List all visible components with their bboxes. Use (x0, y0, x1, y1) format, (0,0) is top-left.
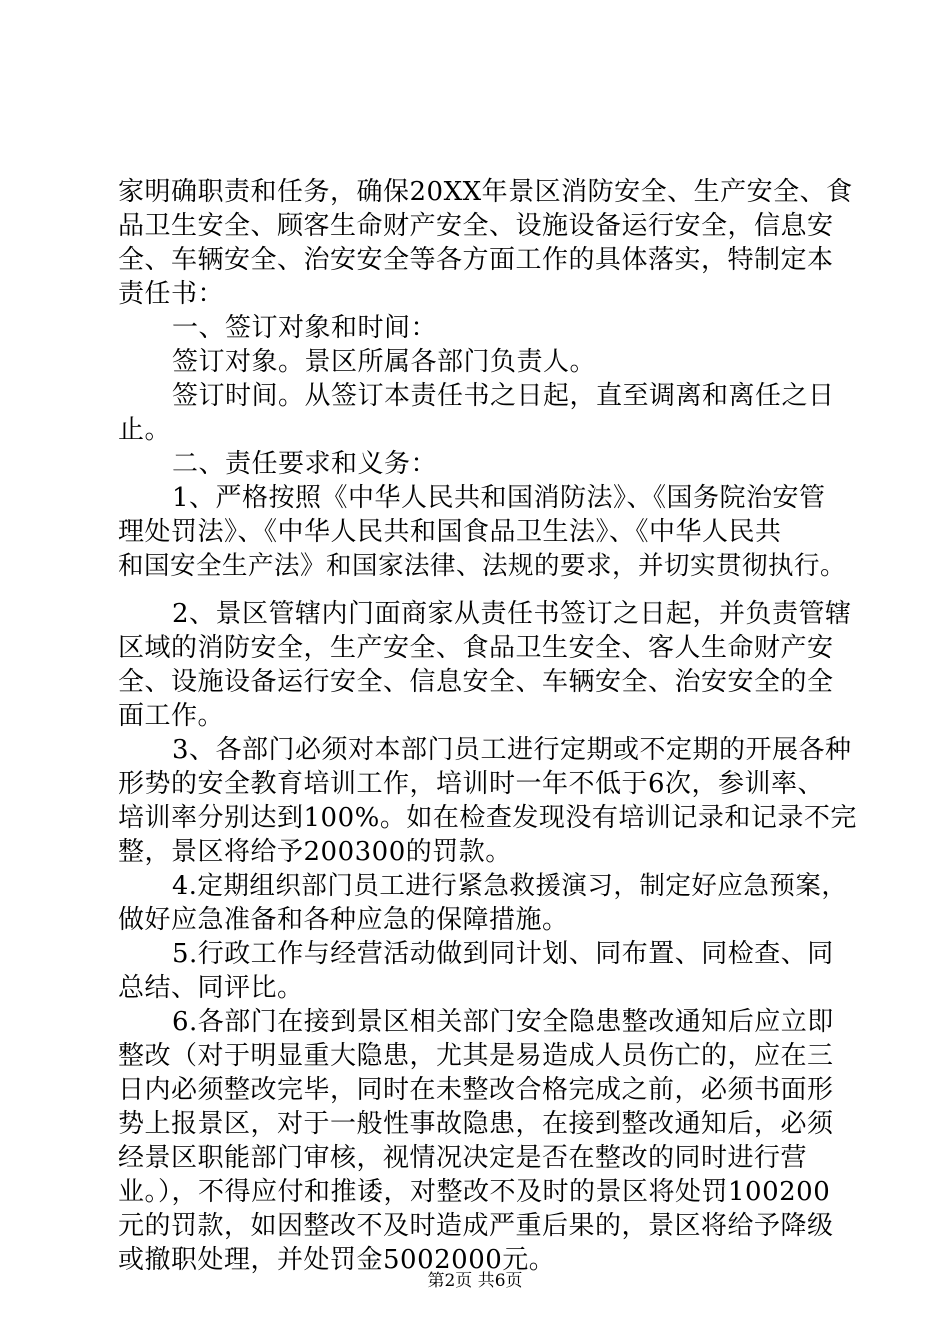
text-line: 面工作。 (118, 701, 225, 731)
text-line: 全、设施设备运行安全、信息安全、车辆安全、治安安全的全 (118, 667, 834, 697)
text-line: 2、景区管辖内门面商家从责任书签订之日起，并负责管辖 (172, 599, 852, 629)
text-line: 和国安全生产法》和国家法律、法规的要求，并切实贯彻执行。 (118, 551, 847, 581)
text-line: 理处罚法》、《中华人民共和国食品卫生法》、《中华人民共 (118, 517, 782, 547)
page-footer: 第2页 共6页 (427, 1271, 523, 1291)
text-line: 家明确职责和任务，确保20XX年景区消防安全、生产安全、食 (118, 177, 853, 207)
text-line: 势上报景区，对于一般性事故隐患，在接到整改通知后，必须 (118, 1109, 834, 1139)
text-line: 经景区职能部门审核，视情况决定是否在整改的同时进行营 (118, 1143, 808, 1173)
text-line: 4.定期组织部门员工进行紧急救援演习，制定好应急预案， (172, 871, 848, 901)
text-line: 3、各部门必须对本部门员工进行定期或不定期的开展各种 (172, 735, 852, 765)
text-line: 培训率分别达到100%。如在检查发现没有培训记录和记录不完 (118, 803, 857, 833)
text-line: 总结、同评比。 (118, 973, 304, 1003)
text-line: 业。），不得应付和推诿，对整改不及时的景区将处罚100200 (118, 1177, 831, 1207)
text-line: 签订对象。景区所属各部门负责人。 (172, 347, 597, 377)
text-line: 日内必须整改完毕，同时在未整改合格完成之前，必须书面形 (118, 1075, 834, 1105)
text-line: 做好应急准备和各种应急的保障措施。 (118, 905, 569, 935)
text-line: 全、车辆安全、治安安全等各方面工作的具体落实，特制定本 (118, 245, 834, 275)
text-line: 责任书： (118, 279, 225, 309)
text-line: 形势的安全教育培训工作，培训时一年不低于6次，参训率、 (118, 769, 825, 799)
text-line: 元的罚款，如因整改不及时造成严重后果的，景区将给予降级 (118, 1211, 834, 1241)
text-line: 5.行政工作与经营活动做到同计划、同布置、同检查、同 (172, 939, 834, 969)
text-line: 整改（对于明显重大隐患，尤其是易造成人员伤亡的，应在三 (118, 1041, 834, 1071)
text-line: 1、严格按照《中华人民共和国消防法》、《国务院治安管 (172, 483, 826, 513)
text-line: 品卫生安全、顾客生命财产安全、设施设备运行安全，信息安 (118, 211, 834, 241)
text-line: 6.各部门在接到景区相关部门安全隐患整改通知后应立即 (172, 1007, 834, 1037)
section-heading: 一、签订对象和时间： (172, 313, 438, 343)
text-line: 或撤职处理，并处罚金5002000元。 (118, 1245, 556, 1275)
section-heading: 二、责任要求和义务： (172, 449, 438, 479)
text-line: 止。 (118, 415, 172, 445)
text-line: 签订时间。从签订本责任书之日起，直至调离和离任之日 (172, 381, 835, 411)
text-line: 整，景区将给予200300的罚款。 (118, 837, 512, 867)
text-line: 区域的消防安全，生产安全、食品卫生安全、客人生命财产安 (118, 633, 834, 663)
